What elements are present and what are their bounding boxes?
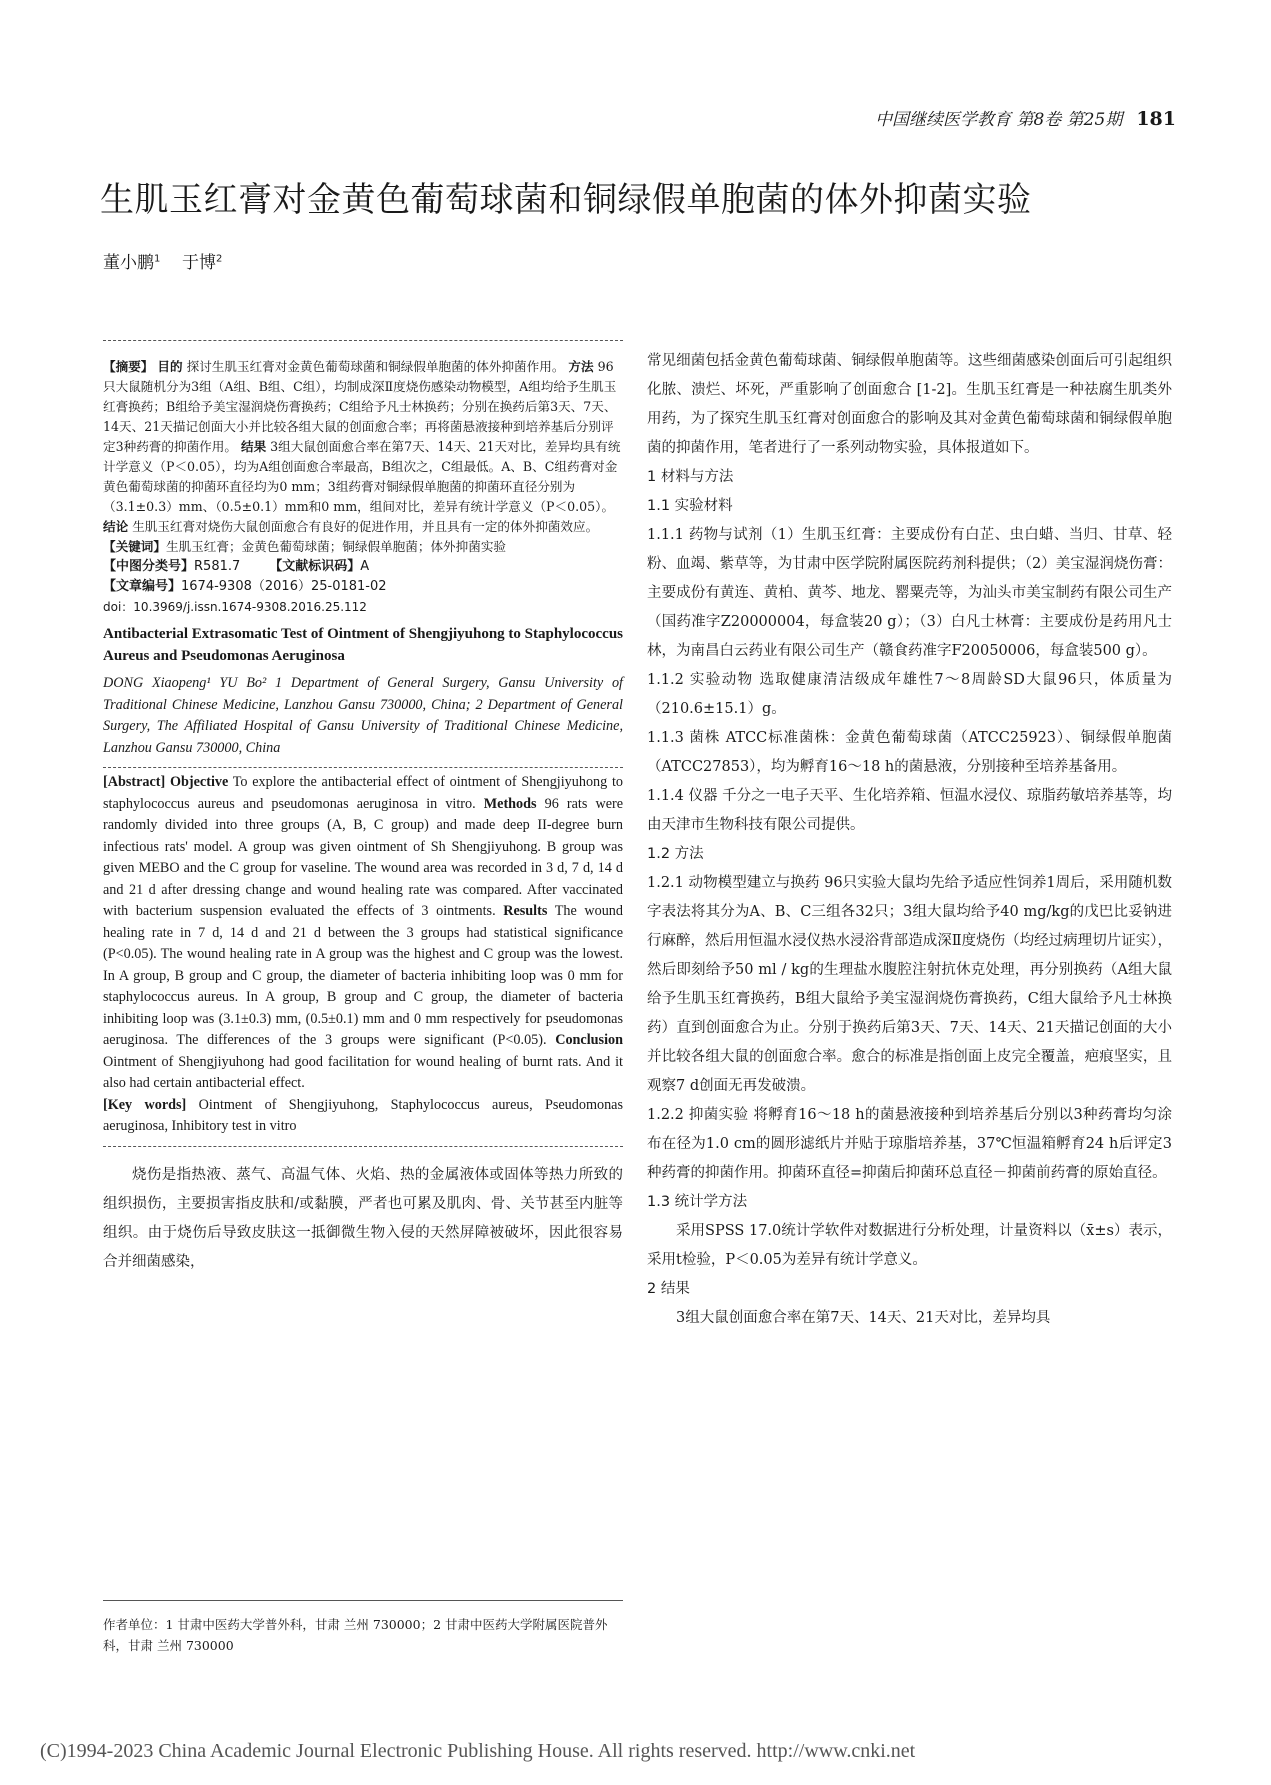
doc-code-value: A (360, 559, 370, 574)
abstract-label: 【摘要】 (103, 359, 154, 374)
objective-en-text: To explore the antibacterial effect of ointment of Shengjiyuhong to staphylococcus aureus and pseudomonas aeruginosa in vitro. (103, 774, 623, 812)
author-name: 董小鹏 (103, 253, 154, 273)
methods-en-text: 96 rats were randomly divided into three groups (A, B, C group) and made deep II-degree burn infectious rats' model. A group was given ointment of Sh Shengjiyuhong. B group was given MEBO and the C group for vaseline. The wound area was recorded in 3 d, 7 d, 14 d and 21 d after dressing change and wound healing rate was compared. After vaccinated with bacterium suspension evaluated the effects of 3 ointments. (103, 795, 624, 919)
keywords-en-text: Ointment of Shengjiyuhong, Staphylococcus aureus, Pseudomonas aeruginosa, Inhibitory test in vitro (103, 1096, 624, 1134)
doi: doi：10.3969/j.issn.1674-9308.2016.25.112 (103, 600, 367, 614)
conclusion-label: 结论 (103, 519, 129, 534)
paragraph-1-2-1: 1.2.1 动物模型建立与换药 96只实验大鼠均先给予适应性饲养1周后，采用随机数字表法将其分为A、B、C三组各32只；3组大鼠均给予40 mg/kg的戊巴比妥钠进行麻醉，然后用恒温水浸仪热水浸浴背部造成深Ⅱ度烧伤（均经过病理切片证实），然后即刻给予50 ml / kg的生理盐水腹腔注射抗休克处理，再分别换药（A组大鼠给予生肌玉红膏换药，B组大鼠给予美宝湿润烧伤膏换药，C组大鼠给予凡士林换药）直到创面愈合为止。分别于换药后第3天、7天、14天、21天描记创面的大小并比较各组大鼠的创面愈合率。愈合的标准是指创面上皮完全覆盖，疤痕坚实，且观察7 d创面无再发破溃。 (647, 875, 1172, 1094)
abstract-cn (103, 357, 623, 537)
keywords-label: 【关键词】 (103, 539, 166, 554)
objective-en-label: Objective (169, 774, 229, 790)
paragraph-1-3: 采用SPSS 17.0统计学软件对数据进行分析处理，计量资料以（x̄±s）表示，采用t检验，P＜0.05为差异有统计学意义。 (647, 1223, 1172, 1268)
article-number-value: 1674-9308（2016）25-0181-02 (181, 579, 387, 594)
paragraph-1-1-2: 1.1.2 实验动物 选取健康清洁级成年雄性7～8周龄SD大鼠96只，体质量为（210.6±15.1）g。 (647, 672, 1172, 717)
left-column (103, 357, 623, 1277)
english-title: Antibacterial Extrasomatic Test of Ointment of Shengjiyuhong to Staphylococcus Aureus and Pseudomonas Aeruginosa (103, 626, 624, 664)
keywords-en (103, 1095, 623, 1138)
right-column (647, 347, 1172, 1333)
subsection-heading: 1.2 方法 (647, 846, 704, 862)
author-list (103, 248, 222, 273)
paragraph-1-1-3: 1.1.3 菌株 ATCC标准菌株：金黄色葡萄球菌（ATCC25923）、铜绿假单胞菌（ATCC27853），均为孵育16～18 h的菌悬液，分别接种至培养基备用。 (647, 730, 1172, 775)
paragraph-2: 3组大鼠创面愈合率在第7天、14天、21天对比，差异均具 (676, 1310, 1051, 1326)
results-en-label: Results (503, 903, 548, 919)
keywords-en-label: [Key words] (103, 1096, 187, 1113)
section-divider (103, 340, 623, 341)
class-number-value: R581.7 (194, 559, 241, 574)
keywords-cn (103, 537, 623, 557)
section-heading: 1 材料与方法 (647, 469, 734, 485)
intro-paragraph: 烧伤是指热液、蒸气、高温气体、火焰、热的金属液体或固体等热力所致的组织损伤，主要损害指皮肤和/或黏膜，严者也可累及肌肉、骨、关节甚至内脏等组织。由于烧伤后导致皮肤这一抵御微生物入侵的天然屏障被破坏，因此很容易合并细菌感染， (103, 1166, 623, 1270)
abstract-en (103, 772, 623, 1095)
method-text: 96只大鼠随机分为3组（A组、B组、C组），均制成深Ⅱ度烧伤感染动物模型，A组均给予生肌玉红膏换药；B组给予美宝湿润烧伤膏换药；C组给予凡士林换药；分别在换药后第3天、7天、14天、21天描记创面大小并比较各组大鼠的创面愈合率；再将菌悬液接种到培养基后分别评定3种药膏的抑菌作用。 (103, 359, 617, 454)
method-label: 方法 (568, 359, 594, 374)
author-affiliation-mark: 1 (154, 253, 161, 265)
result-text: 3组大鼠创面愈合率在第7天、14天、21天对比，差异均具有统计学意义（P＜0.05），均为A组创面愈合率最高，B组次之，C组最低。A、B、C组药膏对金黄色葡萄球菌的抑菌环直径均为0 mm；3组药膏对铜绿假单胞菌的抑菌环直径分别为（3.1±0.3）mm、（0.5±0.1）mm和0 mm，组间对比，差异有统计学意义（P＜0.05）。 (103, 439, 621, 514)
paragraph-1-1-4: 1.1.4 仪器 千分之一电子天平、生化培养箱、恒温水浸仪、琼脂药敏培养基等，均由天津市生物科技有限公司提供。 (647, 788, 1172, 833)
author-name: 于博 (182, 253, 216, 273)
keywords-text: 生肌玉红膏；金黄色葡萄球菌；铜绿假单胞菌；体外抑菌实验 (165, 539, 506, 554)
class-number-label: 【中图分类号】 (103, 559, 195, 574)
copyright-notice: (C)1994-2023 China Academic Journal Electronic Publishing House. All rights reserved. http://www.cnki.net (40, 1740, 916, 1762)
article-number-line (103, 577, 623, 597)
intro-continuation: 常见细菌包括金黄色葡萄球菌、铜绿假单胞菌等。这些细菌感染创面后可引起组织化脓、溃烂、坏死，严重影响了创面愈合 [1-2]。生肌玉红膏是一种祛腐生肌类外用药，为了探究生肌玉红膏对创面愈合的影响及其对金黄色葡萄球菌和铜绿假单胞菌的抑菌作用，笔者进行了一系列动物实验，具体报道如下。 (647, 353, 1172, 456)
section-divider (103, 1146, 623, 1147)
page-number: 181 (1136, 108, 1176, 130)
running-header (875, 105, 1176, 130)
article-number-label: 【文章编号】 (103, 579, 182, 594)
author-affiliation-footnote: 作者单位：1 甘肃中医药大学普外科，甘肃 兰州 730000；2 甘肃中医药大学附属医院普外科，甘肃 兰州 730000 (103, 1617, 608, 1653)
paragraph-1-1-1: 1.1.1 药物与试剂（1）生肌玉红膏：主要成份有白芷、虫白蜡、当归、甘草、轻粉、血竭、紫草等，为甘肃中医学院附属医院药剂科提供；（2）美宝湿润烧伤膏：主要成份有黄连、黄柏、黄芩、地龙、罂粟壳等，为汕头市美宝制药有限公司生产（国药准字Z20000004，每盒装20 g）；（3）白凡士林膏：主要成份是药用凡士林，为南昌白云药业有限公司生产（赣食药准字F20050006，每盒装500 g）。 (647, 527, 1172, 659)
classification-line (103, 557, 623, 577)
paper-title: 生肌玉红膏对金黄色葡萄球菌和铜绿假单胞菌的体外抑菌实验 (100, 180, 1032, 220)
subsection-heading: 1.1 实验材料 (647, 498, 733, 514)
objective-label: 目的 (157, 359, 183, 374)
author-affiliation-mark: 2 (216, 253, 223, 265)
english-authors-affiliation: DONG Xiaopeng¹ YU Bo² 1 Department of General Surgery, Gansu University of Traditional Chinese Medicine, Lanzhou Gansu 730000, China; 2 Department of General Surgery, The Affiliated Hospital of Gansu University of Traditional Chinese Medicine, Lanzhou Gansu 730000, China (103, 675, 623, 756)
subsection-heading: 1.3 统计学方法 (647, 1194, 748, 1210)
conclusion-text: 生肌玉红膏对烧伤大鼠创面愈合有良好的促进作用，并且具有一定的体外抑菌效应。 (132, 519, 599, 534)
doc-code-label: 【文献标识码】 (269, 559, 361, 574)
objective-text: 探讨生肌玉红膏对金黄色葡萄球菌和铜绿假单胞菌的体外抑菌作用。 (186, 359, 565, 374)
conclusion-en-text: Ointment of Shengjiyuhong had good facilitation for wound healing of burnt rats. And it also had certain antibacterial effect. (103, 1053, 623, 1091)
conclusion-en-label: Conclusion (555, 1032, 624, 1048)
methods-en-label: Methods (483, 795, 537, 812)
abstract-en-label: [Abstract] (103, 774, 166, 790)
results-en-text: The wound healing rate in 7 d, 14 d and 21 d between the 3 groups had statistical significance (P<0.05). The wound healing rate in A group was the highest and C group was the lowest. In A group, B group and C group, the diameter of bacteria inhibiting loop was 0 mm for staphylococcus aureus. In A group, B group and C group, the diameter of bacteria inhibiting loop was (3.1±0.3) mm, (0.5±0.1) mm and 0 mm respectively for pseudomonas aeruginosa. The differences of the 3 groups were significant (P<0.05). (103, 903, 623, 1048)
section-divider (103, 767, 623, 768)
paragraph-1-2-2: 1.2.2 抑菌实验 将孵育16～18 h的菌悬液接种到培养基后分别以3种药膏均匀涂布在径为1.0 cm的圆形滤纸片并贴于琼脂培养基，37℃恒温箱孵育24 h后评定3种药膏的抑菌作用。抑菌环直径=抑菌后抑菌环总直径－抑菌前药膏的原始直径。 (647, 1107, 1172, 1181)
footnote-divider (103, 1600, 623, 1601)
section-heading: 2 结果 (647, 1281, 690, 1297)
journal-name: 中国继续医学教育 第8卷 第25期 (875, 110, 1123, 130)
result-label: 结果 (240, 439, 267, 454)
